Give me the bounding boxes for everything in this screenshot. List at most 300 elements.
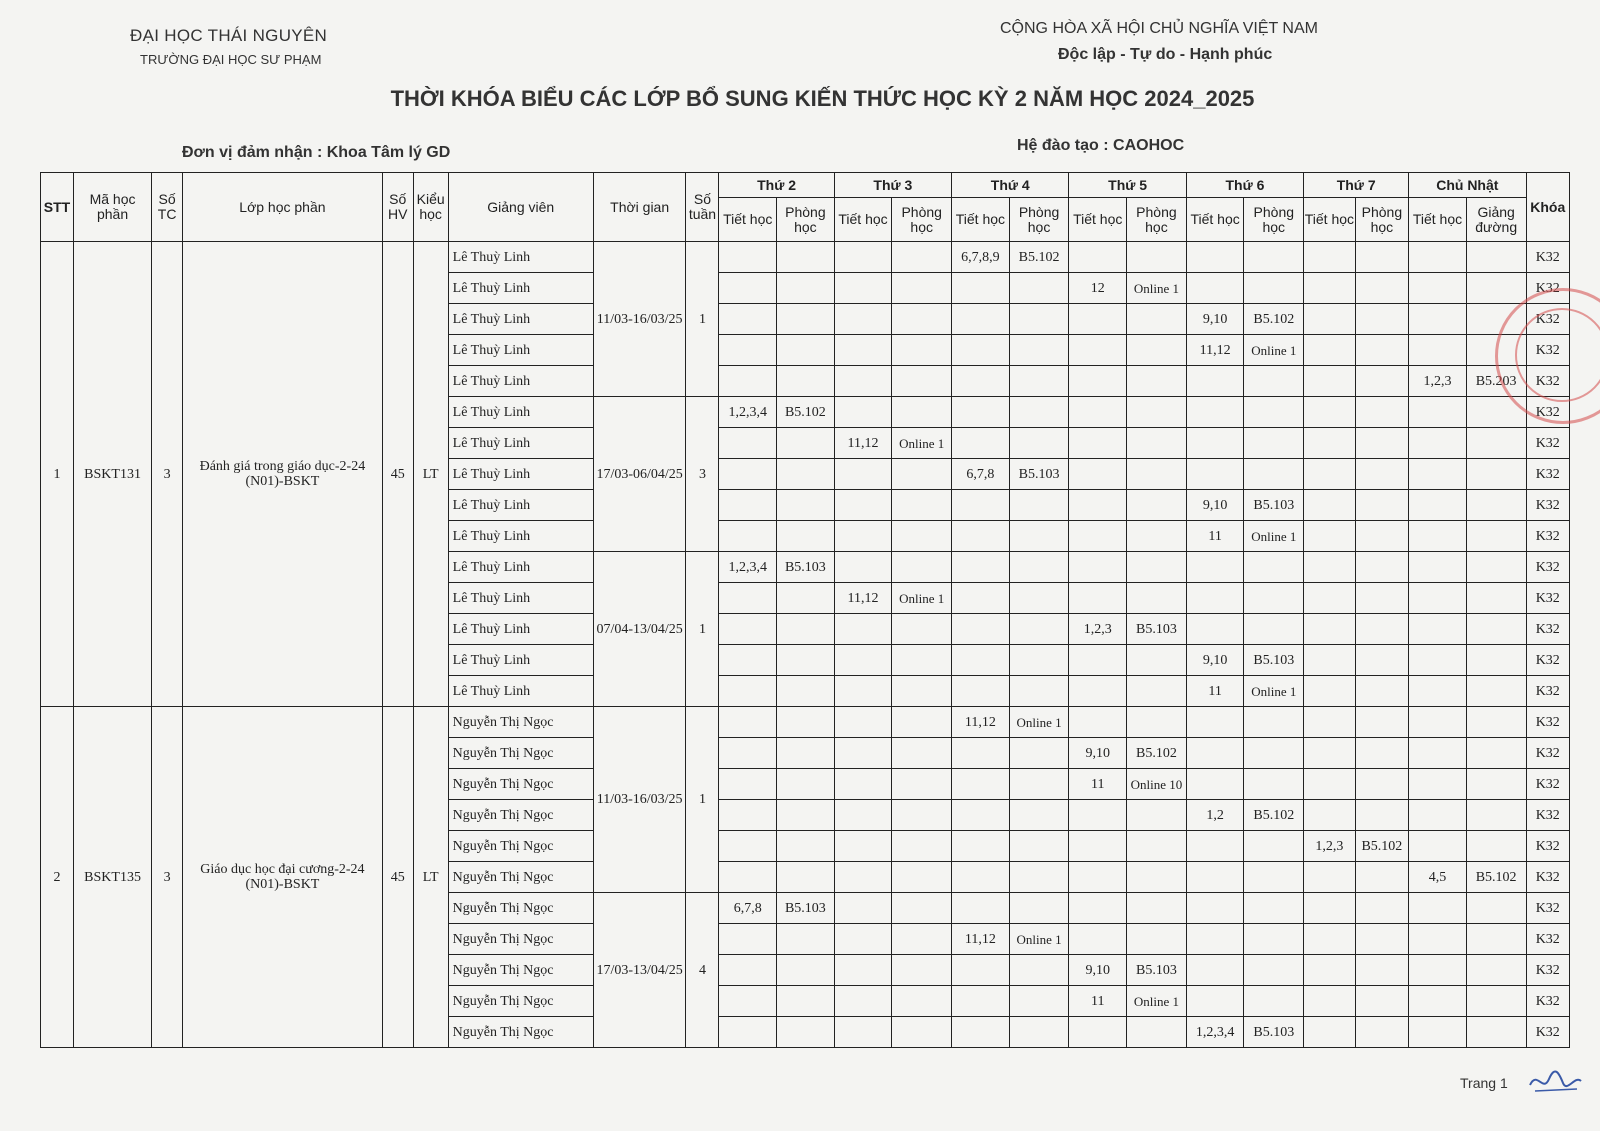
cell-tiet-hoc bbox=[1409, 769, 1467, 800]
cell-phong-hoc bbox=[1355, 707, 1409, 738]
cell-phong-hoc bbox=[1355, 583, 1409, 614]
cell-phong-hoc: Online 1 bbox=[1127, 273, 1187, 304]
cell-tiet-hoc bbox=[719, 304, 777, 335]
cell-tiet-hoc bbox=[834, 304, 892, 335]
cell-phong-hoc bbox=[1466, 924, 1526, 955]
cell-khoa: K32 bbox=[1526, 242, 1570, 273]
cell-tiet-hoc bbox=[834, 676, 892, 707]
cell-khoa: K32 bbox=[1526, 862, 1570, 893]
cell-tiet-hoc bbox=[1304, 676, 1355, 707]
cell-tiet-hoc bbox=[1409, 583, 1467, 614]
cell-tiet-hoc: 9,10 bbox=[1069, 738, 1127, 769]
cell-phong-hoc bbox=[1244, 583, 1304, 614]
cell-phong-hoc bbox=[777, 769, 835, 800]
cell-phong-hoc bbox=[1244, 707, 1304, 738]
header-thu-3: Thứ 3 bbox=[834, 173, 951, 198]
cell-tiet-hoc bbox=[834, 800, 892, 831]
subheader-phong-hoc: Phòng học bbox=[777, 198, 835, 242]
cell-khoa: K32 bbox=[1526, 645, 1570, 676]
cell-tiet-hoc bbox=[719, 831, 777, 862]
cell-khoa: K32 bbox=[1526, 831, 1570, 862]
cell-tiet-hoc bbox=[1304, 955, 1355, 986]
cell-tiet-hoc bbox=[952, 893, 1010, 924]
cell-phong-hoc bbox=[1355, 738, 1409, 769]
cell-tiet-hoc: 11 bbox=[1069, 769, 1127, 800]
cell-tiet-hoc bbox=[1304, 614, 1355, 645]
cell-tiet-hoc bbox=[1304, 428, 1355, 459]
cell-phong-hoc bbox=[1355, 676, 1409, 707]
cell-tiet-hoc bbox=[1069, 304, 1127, 335]
cell-tiet-hoc bbox=[1304, 645, 1355, 676]
cell-phong-hoc bbox=[1127, 366, 1187, 397]
cell-tiet-hoc bbox=[1304, 800, 1355, 831]
cell-tiet-hoc bbox=[834, 645, 892, 676]
cell-tiet-hoc bbox=[952, 304, 1010, 335]
cell-tiet-hoc bbox=[1409, 645, 1467, 676]
cell-phong-hoc bbox=[892, 862, 952, 893]
cell-phong-hoc bbox=[1355, 428, 1409, 459]
header-thu-6: Thứ 6 bbox=[1186, 173, 1303, 198]
cell-tiet-hoc bbox=[719, 490, 777, 521]
cell-so-tuan: 1 bbox=[686, 242, 719, 397]
cell-phong-hoc bbox=[1466, 831, 1526, 862]
cell-phong-hoc bbox=[1009, 304, 1069, 335]
cell-tiet-hoc: 11,12 bbox=[952, 924, 1010, 955]
cell-phong-hoc bbox=[1466, 707, 1526, 738]
cell-khoa: K32 bbox=[1526, 552, 1570, 583]
cell-tiet-hoc bbox=[952, 521, 1010, 552]
cell-phong-hoc bbox=[777, 955, 835, 986]
cell-phong-hoc bbox=[1009, 397, 1069, 428]
cell-phong-hoc: B5.102 bbox=[1244, 800, 1304, 831]
cell-phong-hoc: B5.103 bbox=[1009, 459, 1069, 490]
cell-phong-hoc bbox=[1127, 862, 1187, 893]
cell-stt: 1 bbox=[41, 242, 74, 707]
cell-tiet-hoc bbox=[1304, 1017, 1355, 1048]
subheader-phong-hoc: Phòng học bbox=[1244, 198, 1304, 242]
cell-tiet-hoc: 9,10 bbox=[1186, 645, 1244, 676]
page-title: THỜI KHÓA BIỂU CÁC LỚP BỔ SUNG KIẾN THỨC HỌC KỲ 2 NĂM HỌC 2024_2025 bbox=[390, 86, 1255, 111]
cell-phong-hoc: B5.102 bbox=[1244, 304, 1304, 335]
cell-tiet-hoc bbox=[1409, 986, 1467, 1017]
cell-khoa: K32 bbox=[1526, 304, 1570, 335]
cell-phong-hoc: B5.103 bbox=[777, 552, 835, 583]
cell-phong-hoc bbox=[1466, 428, 1526, 459]
cell-so-hv: 45 bbox=[382, 707, 413, 1048]
cell-phong-hoc bbox=[1244, 552, 1304, 583]
cell-phong-hoc bbox=[1466, 614, 1526, 645]
cell-tiet-hoc bbox=[719, 242, 777, 273]
cell-tiet-hoc bbox=[1409, 490, 1467, 521]
cell-phong-hoc bbox=[892, 614, 952, 645]
cell-khoa: K32 bbox=[1526, 335, 1570, 366]
cell-phong-hoc bbox=[892, 986, 952, 1017]
cell-phong-hoc bbox=[1127, 490, 1187, 521]
responsible-unit: Đơn vị đảm nhận : Khoa Tâm lý GD bbox=[182, 144, 451, 161]
cell-phong-hoc bbox=[1127, 893, 1187, 924]
cell-phong-hoc bbox=[1009, 986, 1069, 1017]
cell-thoi-gian: 11/03-16/03/25 bbox=[593, 707, 686, 893]
cell-giang-vien: Nguyễn Thị Ngọc bbox=[448, 707, 593, 738]
cell-tiet-hoc bbox=[1186, 428, 1244, 459]
cell-giang-vien: Lê Thuỳ Linh bbox=[448, 273, 593, 304]
cell-phong-hoc bbox=[1355, 955, 1409, 986]
cell-phong-hoc bbox=[1244, 366, 1304, 397]
cell-giang-vien: Lê Thuỳ Linh bbox=[448, 490, 593, 521]
cell-phong-hoc bbox=[1244, 986, 1304, 1017]
cell-tiet-hoc bbox=[1304, 893, 1355, 924]
cell-so-tc: 3 bbox=[152, 707, 183, 1048]
cell-tiet-hoc: 1,2,3 bbox=[1409, 366, 1467, 397]
cell-phong-hoc bbox=[1009, 831, 1069, 862]
cell-tiet-hoc bbox=[719, 583, 777, 614]
cell-tiet-hoc bbox=[1186, 986, 1244, 1017]
cell-phong-hoc: Online 10 bbox=[1127, 769, 1187, 800]
header-thu-4: Thứ 4 bbox=[952, 173, 1069, 198]
cell-phong-hoc bbox=[1244, 397, 1304, 428]
cell-phong-hoc bbox=[1127, 304, 1187, 335]
cell-tiet-hoc: 9,10 bbox=[1069, 955, 1127, 986]
cell-phong-hoc: Online 1 bbox=[1244, 676, 1304, 707]
header-so-hv: Số HV bbox=[382, 173, 413, 242]
cell-tiet-hoc bbox=[834, 459, 892, 490]
subheader-phong-hoc: Phòng học bbox=[1127, 198, 1187, 242]
cell-tiet-hoc bbox=[1409, 707, 1467, 738]
cell-so-tuan: 3 bbox=[686, 397, 719, 552]
cell-giang-vien: Lê Thuỳ Linh bbox=[448, 521, 593, 552]
cell-phong-hoc bbox=[1127, 521, 1187, 552]
country-name: CỘNG HÒA XÃ HỘI CHỦ NGHĨA VIỆT NAM bbox=[1000, 20, 1318, 37]
cell-phong-hoc bbox=[1244, 242, 1304, 273]
cell-phong-hoc bbox=[1355, 1017, 1409, 1048]
cell-phong-hoc bbox=[1127, 924, 1187, 955]
cell-phong-hoc bbox=[892, 893, 952, 924]
cell-giang-vien: Nguyễn Thị Ngọc bbox=[448, 893, 593, 924]
cell-tiet-hoc bbox=[1409, 273, 1467, 304]
page-number: Trang 1 bbox=[1460, 1075, 1508, 1091]
cell-tiet-hoc bbox=[1186, 273, 1244, 304]
cell-khoa: K32 bbox=[1526, 707, 1570, 738]
cell-phong-hoc bbox=[892, 366, 952, 397]
cell-phong-hoc bbox=[1009, 614, 1069, 645]
cell-tiet-hoc bbox=[1409, 428, 1467, 459]
table-row bbox=[41, 242, 1570, 273]
cell-tiet-hoc bbox=[834, 335, 892, 366]
cell-phong-hoc bbox=[1127, 242, 1187, 273]
cell-so-tuan: 4 bbox=[686, 893, 719, 1048]
cell-phong-hoc bbox=[777, 614, 835, 645]
cell-phong-hoc bbox=[1009, 490, 1069, 521]
cell-tiet-hoc bbox=[952, 986, 1010, 1017]
cell-giang-vien: Lê Thuỳ Linh bbox=[448, 614, 593, 645]
cell-tiet-hoc bbox=[952, 335, 1010, 366]
cell-phong-hoc bbox=[777, 738, 835, 769]
cell-tiet-hoc bbox=[1069, 800, 1127, 831]
cell-phong-hoc bbox=[777, 490, 835, 521]
cell-khoa: K32 bbox=[1526, 924, 1570, 955]
cell-phong-hoc bbox=[1244, 428, 1304, 459]
cell-phong-hoc bbox=[1355, 397, 1409, 428]
cell-so-tuan: 1 bbox=[686, 707, 719, 893]
cell-tiet-hoc bbox=[1069, 862, 1127, 893]
subheader-tiet-hoc: Tiết học bbox=[719, 198, 777, 242]
cell-giang-vien: Lê Thuỳ Linh bbox=[448, 676, 593, 707]
cell-tiet-hoc bbox=[834, 273, 892, 304]
cell-khoa: K32 bbox=[1526, 614, 1570, 645]
header-kieu-hoc: Kiểu học bbox=[413, 173, 448, 242]
cell-phong-hoc bbox=[1127, 583, 1187, 614]
cell-phong-hoc bbox=[1244, 831, 1304, 862]
cell-phong-hoc bbox=[1466, 521, 1526, 552]
header-ma-hoc-phan: Mã học phần bbox=[73, 173, 151, 242]
cell-tiet-hoc bbox=[719, 707, 777, 738]
cell-tiet-hoc bbox=[1304, 397, 1355, 428]
cell-phong-hoc bbox=[1355, 242, 1409, 273]
cell-tiet-hoc bbox=[1409, 521, 1467, 552]
cell-giang-vien: Lê Thuỳ Linh bbox=[448, 428, 593, 459]
header-thu-7: Thứ 7 bbox=[1304, 173, 1409, 198]
cell-phong-hoc: B5.103 bbox=[1244, 490, 1304, 521]
subheader-tiet-hoc: Tiết học bbox=[1304, 198, 1355, 242]
cell-tiet-hoc bbox=[1409, 459, 1467, 490]
cell-tiet-hoc bbox=[834, 366, 892, 397]
cell-khoa: K32 bbox=[1526, 428, 1570, 459]
cell-phong-hoc: Online 1 bbox=[1127, 986, 1187, 1017]
cell-giang-vien: Nguyễn Thị Ngọc bbox=[448, 1017, 593, 1048]
cell-tiet-hoc bbox=[1409, 1017, 1467, 1048]
cell-tiet-hoc bbox=[1069, 428, 1127, 459]
cell-phong-hoc bbox=[1466, 955, 1526, 986]
cell-tiet-hoc bbox=[834, 862, 892, 893]
cell-phong-hoc bbox=[1466, 583, 1526, 614]
cell-phong-hoc bbox=[1009, 769, 1069, 800]
cell-tiet-hoc: 11,12 bbox=[834, 428, 892, 459]
cell-phong-hoc bbox=[1466, 490, 1526, 521]
cell-phong-hoc bbox=[1466, 986, 1526, 1017]
cell-tiet-hoc bbox=[1069, 924, 1127, 955]
cell-tiet-hoc bbox=[719, 862, 777, 893]
cell-tiet-hoc: 1,2,3,4 bbox=[719, 397, 777, 428]
cell-lop-hoc-phan: Giáo dục học đại cương-2-24 (N01)-BSKT bbox=[183, 707, 383, 1048]
cell-giang-vien: Lê Thuỳ Linh bbox=[448, 366, 593, 397]
subheader-tiet-hoc: Tiết học bbox=[834, 198, 892, 242]
cell-khoa: K32 bbox=[1526, 986, 1570, 1017]
cell-tiet-hoc bbox=[952, 273, 1010, 304]
cell-phong-hoc bbox=[892, 335, 952, 366]
cell-tiet-hoc bbox=[1186, 924, 1244, 955]
subheader-phong-hoc: Phòng học bbox=[1355, 198, 1409, 242]
cell-phong-hoc: Online 1 bbox=[1244, 521, 1304, 552]
cell-tiet-hoc bbox=[834, 924, 892, 955]
cell-tiet-hoc bbox=[1304, 924, 1355, 955]
cell-tiet-hoc bbox=[1304, 583, 1355, 614]
cell-tiet-hoc bbox=[1069, 366, 1127, 397]
cell-tiet-hoc bbox=[834, 397, 892, 428]
cell-tiet-hoc bbox=[719, 738, 777, 769]
cell-tiet-hoc bbox=[1304, 490, 1355, 521]
cell-tiet-hoc bbox=[1409, 955, 1467, 986]
cell-phong-hoc: B5.102 bbox=[1466, 862, 1526, 893]
cell-phong-hoc bbox=[1244, 955, 1304, 986]
cell-so-tuan: 1 bbox=[686, 552, 719, 707]
cell-phong-hoc: B5.103 bbox=[1244, 1017, 1304, 1048]
cell-tiet-hoc bbox=[952, 614, 1010, 645]
cell-phong-hoc bbox=[777, 521, 835, 552]
cell-tiet-hoc bbox=[1069, 645, 1127, 676]
cell-phong-hoc bbox=[892, 521, 952, 552]
cell-tiet-hoc bbox=[834, 490, 892, 521]
cell-tiet-hoc bbox=[1069, 583, 1127, 614]
cell-tiet-hoc bbox=[1069, 831, 1127, 862]
cell-tiet-hoc bbox=[834, 986, 892, 1017]
cell-phong-hoc bbox=[892, 459, 952, 490]
cell-tiet-hoc bbox=[1186, 614, 1244, 645]
cell-thoi-gian: 11/03-16/03/25 bbox=[593, 242, 686, 397]
cell-phong-hoc bbox=[1244, 769, 1304, 800]
cell-phong-hoc: B5.103 bbox=[1244, 645, 1304, 676]
cell-phong-hoc: B5.103 bbox=[777, 893, 835, 924]
cell-tiet-hoc bbox=[1409, 831, 1467, 862]
cell-phong-hoc bbox=[892, 304, 952, 335]
cell-phong-hoc bbox=[1009, 738, 1069, 769]
national-motto: Độc lập - Tự do - Hạnh phúc bbox=[1058, 46, 1273, 63]
cell-tiet-hoc bbox=[1186, 893, 1244, 924]
cell-tiet-hoc bbox=[1304, 552, 1355, 583]
timetable bbox=[40, 172, 1570, 1048]
cell-phong-hoc bbox=[892, 955, 952, 986]
cell-phong-hoc bbox=[1244, 273, 1304, 304]
cell-giang-vien: Lê Thuỳ Linh bbox=[448, 552, 593, 583]
cell-khoa: K32 bbox=[1526, 583, 1570, 614]
header-thu-5: Thứ 5 bbox=[1069, 173, 1186, 198]
cell-phong-hoc bbox=[1244, 738, 1304, 769]
header-so-tc: Số TC bbox=[152, 173, 183, 242]
cell-phong-hoc bbox=[1009, 428, 1069, 459]
header-thu-2: Thứ 2 bbox=[719, 173, 834, 198]
training-system: Hệ đào tạo : CAOHOC bbox=[1017, 137, 1185, 154]
cell-tiet-hoc bbox=[719, 800, 777, 831]
cell-phong-hoc bbox=[1244, 893, 1304, 924]
cell-tiet-hoc bbox=[834, 831, 892, 862]
cell-phong-hoc: Online 1 bbox=[892, 583, 952, 614]
cell-phong-hoc bbox=[1127, 397, 1187, 428]
cell-phong-hoc bbox=[1009, 1017, 1069, 1048]
cell-tiet-hoc bbox=[1304, 335, 1355, 366]
cell-tiet-hoc bbox=[719, 366, 777, 397]
cell-tiet-hoc bbox=[952, 1017, 1010, 1048]
cell-tiet-hoc bbox=[1304, 986, 1355, 1017]
cell-tiet-hoc bbox=[1069, 242, 1127, 273]
cell-phong-hoc bbox=[1355, 366, 1409, 397]
cell-tiet-hoc: 1,2,3 bbox=[1069, 614, 1127, 645]
cell-phong-hoc bbox=[777, 676, 835, 707]
cell-tiet-hoc: 6,7,8 bbox=[952, 459, 1010, 490]
cell-tiet-hoc bbox=[834, 614, 892, 645]
cell-phong-hoc bbox=[1466, 459, 1526, 490]
subheader-giang-duong: Giảng đường bbox=[1466, 198, 1526, 242]
cell-phong-hoc bbox=[777, 459, 835, 490]
cell-tiet-hoc bbox=[719, 335, 777, 366]
cell-tiet-hoc bbox=[1409, 304, 1467, 335]
cell-tiet-hoc: 4,5 bbox=[1409, 862, 1467, 893]
cell-tiet-hoc: 11 bbox=[1186, 521, 1244, 552]
cell-phong-hoc bbox=[1009, 583, 1069, 614]
table-row bbox=[41, 707, 1570, 738]
cell-giang-vien: Lê Thuỳ Linh bbox=[448, 645, 593, 676]
cell-giang-vien: Lê Thuỳ Linh bbox=[448, 583, 593, 614]
cell-tiet-hoc bbox=[952, 645, 1010, 676]
cell-phong-hoc: B5.103 bbox=[1127, 614, 1187, 645]
cell-tiet-hoc: 11,12 bbox=[1186, 335, 1244, 366]
cell-tiet-hoc bbox=[719, 645, 777, 676]
cell-phong-hoc bbox=[1009, 366, 1069, 397]
cell-tiet-hoc bbox=[1304, 769, 1355, 800]
cell-phong-hoc bbox=[777, 862, 835, 893]
cell-phong-hoc bbox=[892, 769, 952, 800]
cell-giang-vien: Lê Thuỳ Linh bbox=[448, 459, 593, 490]
cell-phong-hoc bbox=[1355, 893, 1409, 924]
cell-phong-hoc bbox=[777, 800, 835, 831]
cell-phong-hoc bbox=[892, 738, 952, 769]
cell-khoa: K32 bbox=[1526, 366, 1570, 397]
cell-tiet-hoc bbox=[952, 862, 1010, 893]
cell-phong-hoc bbox=[777, 831, 835, 862]
cell-phong-hoc bbox=[1355, 614, 1409, 645]
cell-tiet-hoc bbox=[952, 397, 1010, 428]
cell-phong-hoc bbox=[892, 552, 952, 583]
cell-tiet-hoc bbox=[1304, 707, 1355, 738]
cell-tiet-hoc: 11 bbox=[1069, 986, 1127, 1017]
header-lop-hoc-phan: Lớp học phần bbox=[183, 173, 383, 242]
cell-phong-hoc bbox=[777, 366, 835, 397]
cell-tiet-hoc bbox=[1069, 397, 1127, 428]
school-name: TRƯỜNG ĐẠI HỌC SƯ PHẠM bbox=[140, 52, 322, 67]
cell-tiet-hoc bbox=[1069, 552, 1127, 583]
cell-tiet-hoc bbox=[1409, 800, 1467, 831]
cell-phong-hoc bbox=[1009, 862, 1069, 893]
cell-phong-hoc bbox=[1355, 645, 1409, 676]
cell-phong-hoc bbox=[1244, 459, 1304, 490]
cell-phong-hoc bbox=[892, 397, 952, 428]
cell-tiet-hoc bbox=[1186, 459, 1244, 490]
cell-giang-vien: Nguyễn Thị Ngọc bbox=[448, 800, 593, 831]
cell-phong-hoc bbox=[1009, 676, 1069, 707]
cell-phong-hoc bbox=[777, 335, 835, 366]
cell-tiet-hoc bbox=[1304, 273, 1355, 304]
timetable-body bbox=[41, 242, 1570, 1048]
header-chu-nhat: Chủ Nhật bbox=[1409, 173, 1526, 198]
cell-phong-hoc bbox=[1127, 335, 1187, 366]
subheader-phong-hoc: Phòng học bbox=[892, 198, 952, 242]
cell-thoi-gian: 17/03-13/04/25 bbox=[593, 893, 686, 1048]
cell-tiet-hoc bbox=[1409, 676, 1467, 707]
cell-tiet-hoc bbox=[834, 552, 892, 583]
cell-phong-hoc bbox=[1466, 738, 1526, 769]
cell-phong-hoc bbox=[777, 924, 835, 955]
cell-tiet-hoc: 1,2,3,4 bbox=[1186, 1017, 1244, 1048]
cell-phong-hoc bbox=[777, 707, 835, 738]
cell-tiet-hoc bbox=[1186, 366, 1244, 397]
subheader-tiet-hoc: Tiết học bbox=[952, 198, 1010, 242]
cell-tiet-hoc bbox=[719, 769, 777, 800]
cell-khoa: K32 bbox=[1526, 459, 1570, 490]
cell-tiet-hoc bbox=[952, 490, 1010, 521]
cell-tiet-hoc bbox=[834, 1017, 892, 1048]
cell-tiet-hoc bbox=[1304, 459, 1355, 490]
cell-phong-hoc: B5.102 bbox=[1009, 242, 1069, 273]
cell-tiet-hoc bbox=[1069, 893, 1127, 924]
cell-phong-hoc bbox=[777, 1017, 835, 1048]
